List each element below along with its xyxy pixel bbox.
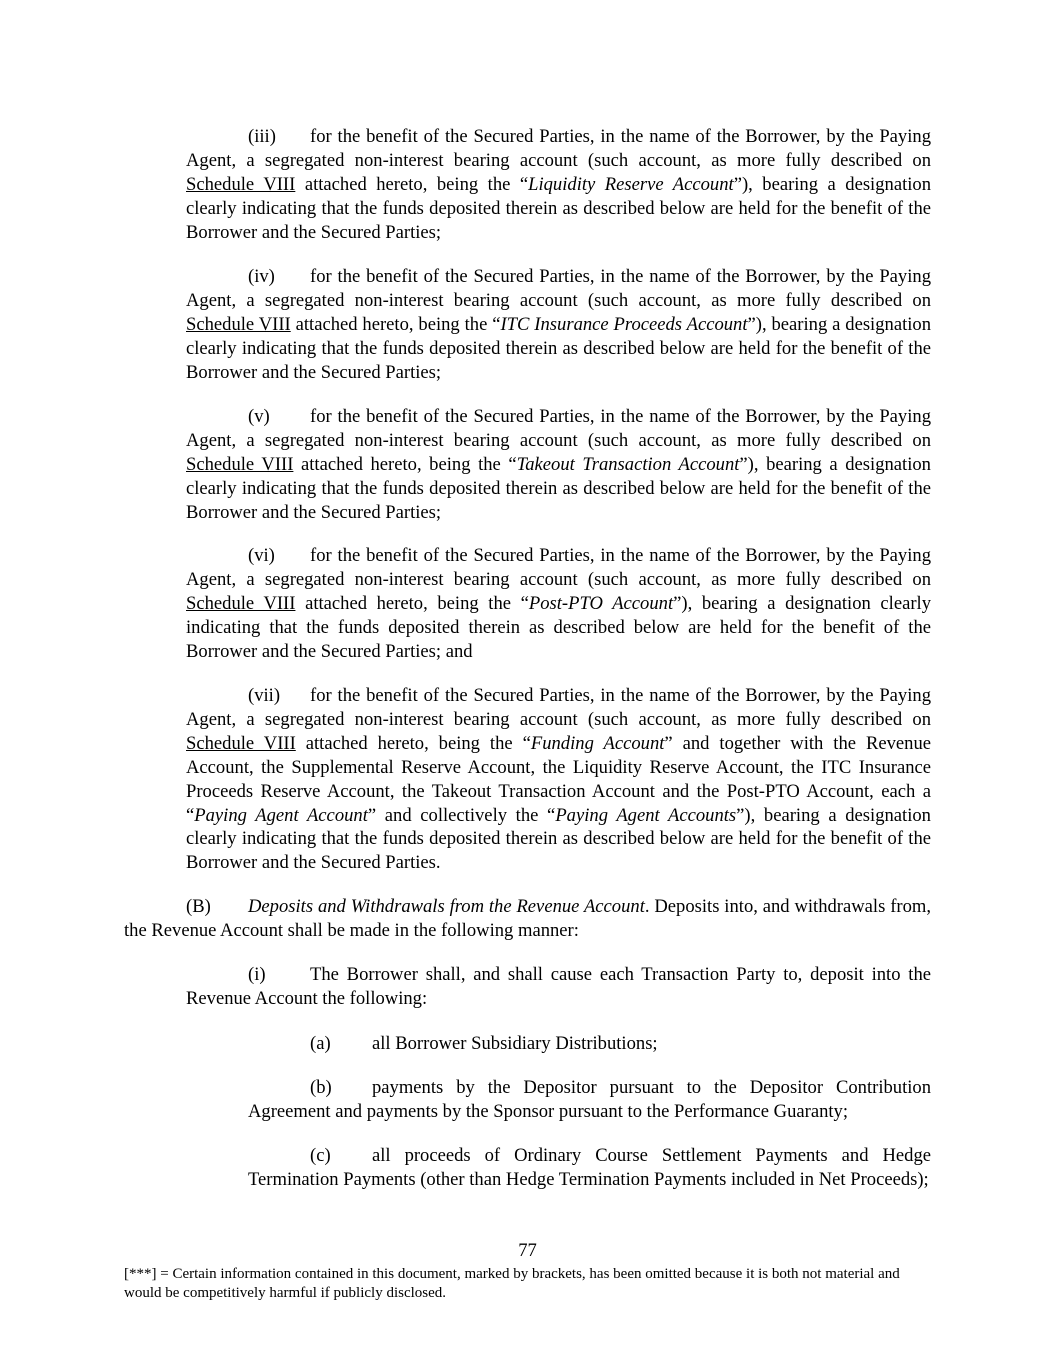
subparagraph-c: (c) all proceeds of Ordinary Course Settlement Payments and Hedge Termination Payments (other than Hedge Termination Payments included in Net Proceeds); bbox=[248, 1145, 931, 1190]
item-number: (iii) bbox=[248, 126, 276, 147]
defined-term: Paying Agent Account bbox=[194, 804, 368, 826]
item-number: (vii) bbox=[248, 685, 281, 706]
section-heading: Deposits and Withdrawals from the Revenue Account bbox=[248, 896, 645, 917]
item-number: (iv) bbox=[248, 266, 275, 287]
defined-term: Paying Agent Accounts bbox=[555, 804, 737, 826]
schedule-reference: Schedule VIII bbox=[186, 592, 296, 614]
item-number: (vi) bbox=[248, 545, 275, 566]
item-number: (i) bbox=[248, 964, 266, 985]
section-number: (B) bbox=[186, 896, 211, 917]
paragraph-vii: (vii) for the benefit of the Secured Parties, in the name of the Borrower, by the Paying Agent, a segregated non-interest bearing account (such account, as more fully described on Schedule VIII attached hereto, being the “Funding Account” and together with the Revenue Account, the Supplemental Reserve Account, the Liquidity Reserve Account, the ITC Insurance Proceeds Reserve Account, the Takeout Transaction Account and the Post-PTO Account, each a “Paying Agent Account” and collectively the “Paying Agent Accounts”), bearing a designation clearly indicating that the funds deposited therein as described below are held for the benefit of the Borrower and the Secured Parties. bbox=[186, 685, 931, 874]
defined-term: Funding Account bbox=[530, 732, 665, 754]
schedule-reference: Schedule VIII bbox=[186, 453, 294, 475]
defined-term: Takeout Transaction Account bbox=[516, 453, 740, 475]
subparagraph-a: (a) all Borrower Subsidiary Distributions; bbox=[310, 1033, 658, 1054]
paragraph-vi: (vi) for the benefit of the Secured Parties, in the name of the Borrower, by the Paying Agent, a segregated non-interest bearing account (such account, as more fully described on Schedule VIII attached hereto, being the “Post-PTO Account”), bearing a designation clearly indicating that the funds deposited therein as described below are held for the benefit of the Borrower and the Secured Parties; and bbox=[186, 545, 932, 662]
section-b: (B) Deposits and Withdrawals from the Revenue Account. Deposits into, and withdrawals from, the Revenue Account shall be made in the following manner: bbox=[124, 896, 931, 941]
schedule-reference: Schedule VIII bbox=[186, 313, 291, 335]
paragraph-iii: (iii) for the benefit of the Secured Parties, in the name of the Borrower, by the Paying Agent, a segregated non-interest bearing account (such account, as more fully described on Schedule VIII attached hereto, being the “Liquidity Reserve Account”), bearing a designation clearly indicating that the funds deposited therein as described below are held for the benefit of the Borrower and the Secured Parties; bbox=[186, 126, 931, 243]
paragraph-v: (v) for the benefit of the Secured Parties, in the name of the Borrower, by the Paying Agent, a segregated non-interest bearing account (such account, as more fully described on Schedule VIII attached hereto, being the “Takeout Transaction Account”), bearing a designation clearly indicating that the funds deposited therein as described below are held for the benefit of the Borrower and the Secured Parties; bbox=[186, 406, 931, 523]
item-number: (a) bbox=[310, 1033, 331, 1054]
page-number: 77 bbox=[518, 1240, 537, 1261]
footnote: [***] = Certain information contained in this document, marked by brackets, has been omitted because it is both not material and would be competitively harmful if publicly disclosed. bbox=[124, 1266, 900, 1301]
defined-term: Liquidity Reserve Account bbox=[528, 173, 734, 195]
paragraph-iv: (iv) for the benefit of the Secured Parties, in the name of the Borrower, by the Paying Agent, a segregated non-interest bearing account (such account, as more fully described on Schedule VIII attached hereto, being the “ITC Insurance Proceeds Account”), bearing a designation clearly indicating that the funds deposited therein as described below are held for the benefit of the Borrower and the Secured Parties; bbox=[186, 266, 931, 383]
item-number: (c) bbox=[310, 1145, 331, 1166]
defined-term: ITC Insurance Proceeds Account bbox=[500, 313, 748, 335]
defined-term: Post-PTO Account bbox=[528, 592, 674, 614]
item-number: (v) bbox=[248, 406, 270, 427]
subparagraph-b: (b) payments by the Depositor pursuant to the Depositor Contribution Agreement and payments by the Sponsor pursuant to the Performance Guaranty; bbox=[248, 1077, 931, 1122]
paragraph-i: (i) The Borrower shall, and shall cause each Transaction Party to, deposit into the Revenue Account the following: bbox=[186, 964, 931, 1009]
item-number: (b) bbox=[310, 1077, 332, 1098]
schedule-reference: Schedule VIII bbox=[186, 732, 296, 754]
schedule-reference: Schedule VIII bbox=[186, 173, 296, 195]
